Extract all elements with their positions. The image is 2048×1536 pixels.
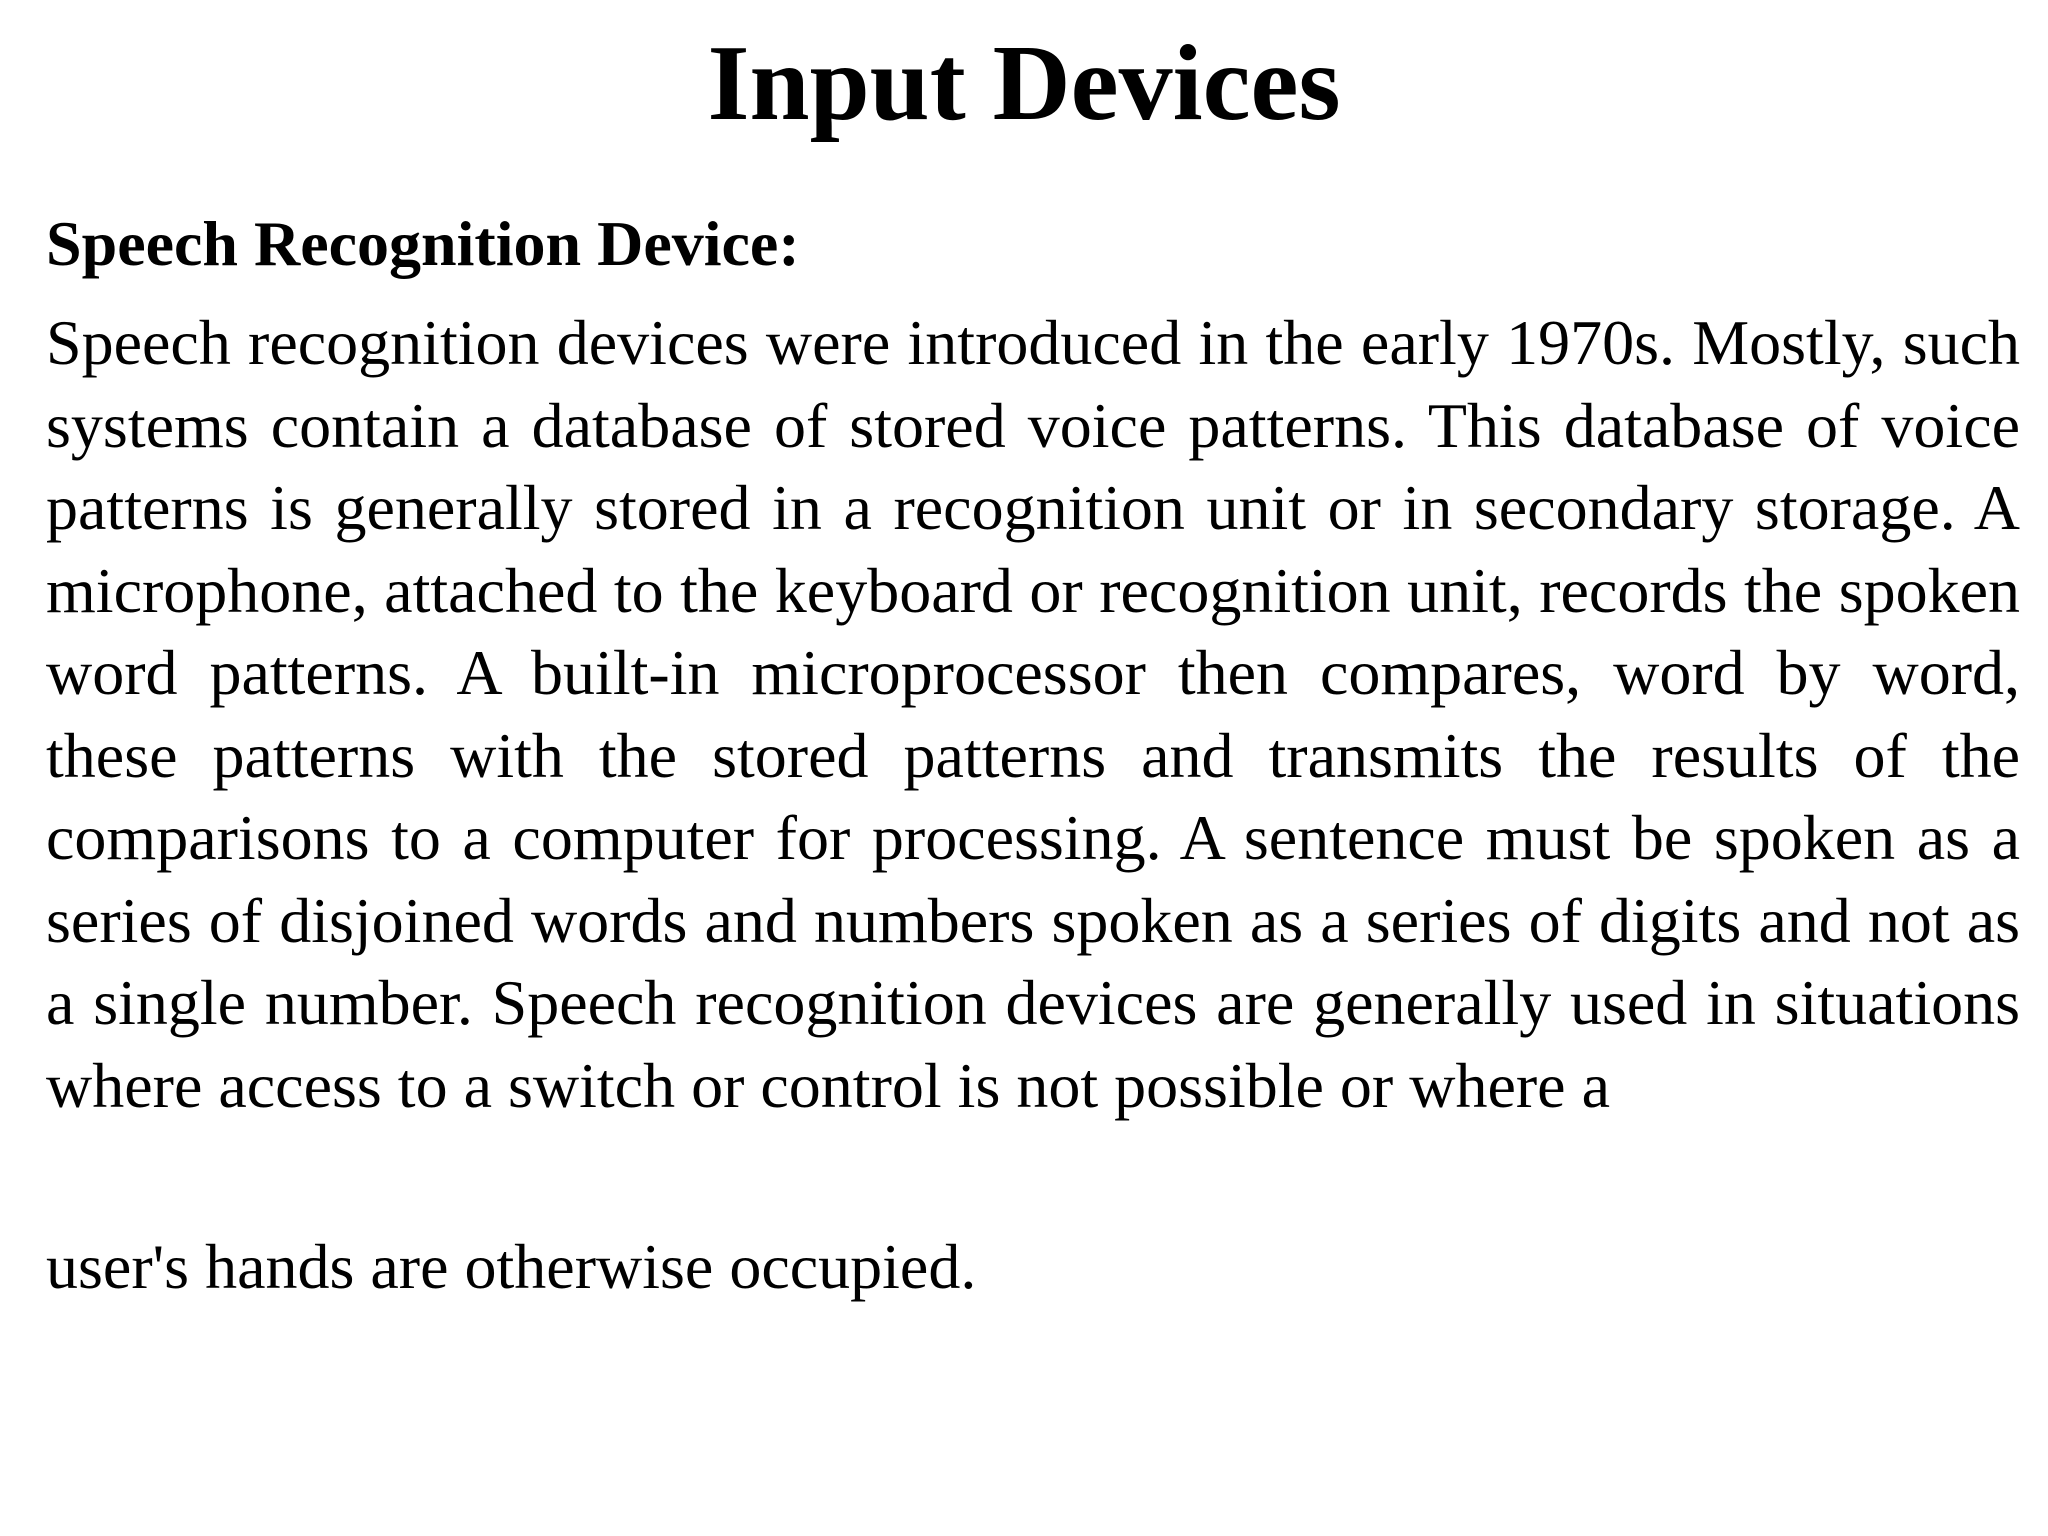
body-paragraph: Speech recognition devices were introduced in the early 1970s. Mostly, such systems contain a database of stored voice patterns. This database of voice patterns is generally stored in a recognition unit or in secondary storage. A microphone, attached to the keyboard or recognition unit, records the spoken word patterns. A built-in microprocessor then compares, word by word, these patterns with the stored patterns and transmits the results of the comparisons to a computer for processing. A sentence must be spoken as a series of disjoined words and numbers spoken as a series of digits and not as a single number. Speech recognition devices are generally used in situations where access to a switch or control is not possible or where a <box>46 307 2020 1121</box>
section-heading: Speech Recognition Device: <box>46 208 800 279</box>
slide-title: Input Devices <box>707 24 1341 143</box>
body-paragraph-last-line: user's hands are otherwise occupied. <box>46 1231 977 1302</box>
